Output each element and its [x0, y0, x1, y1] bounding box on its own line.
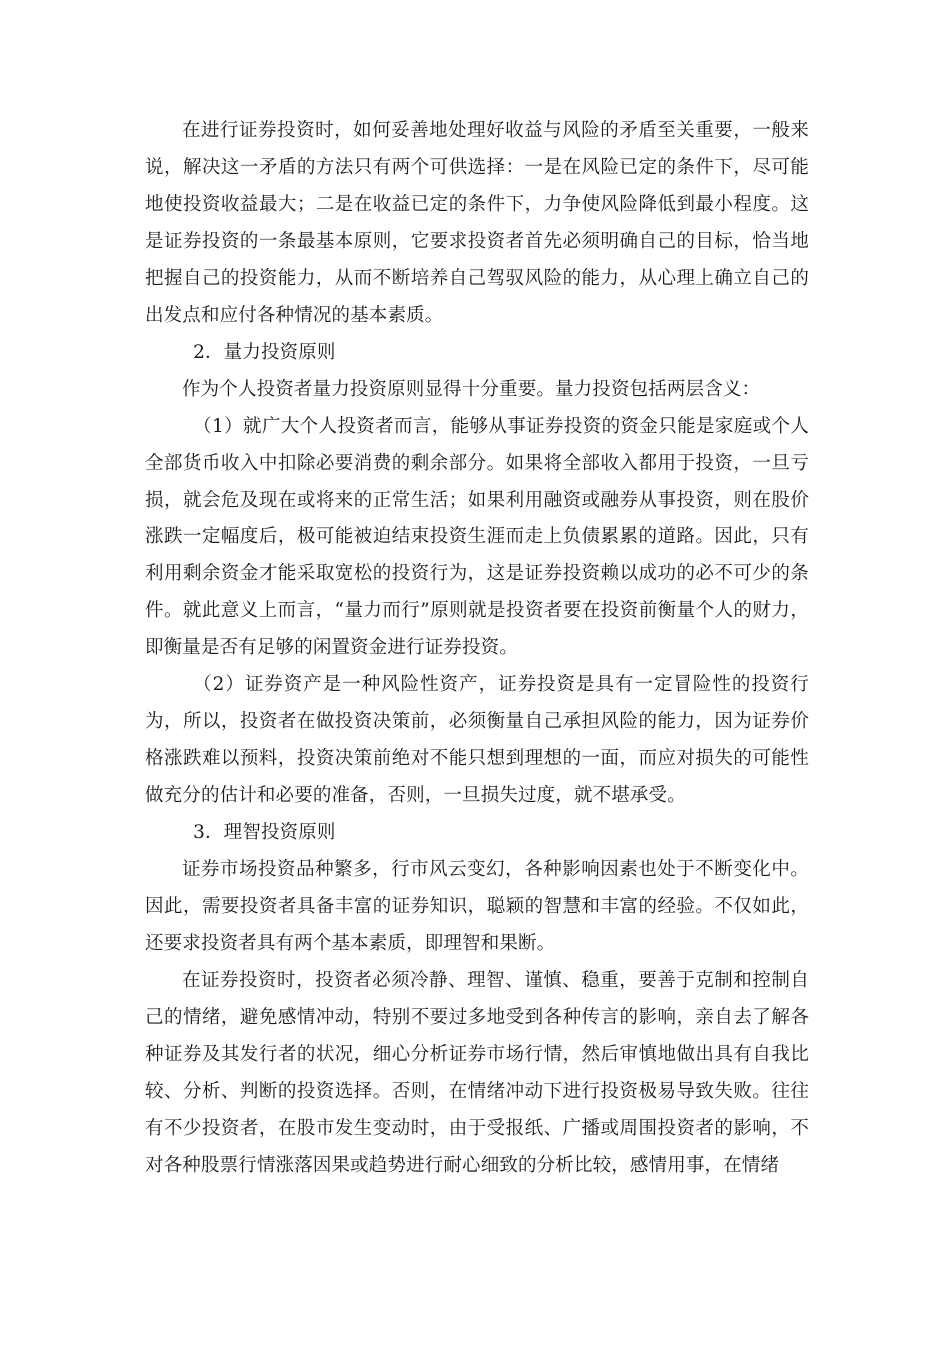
paragraph-intro-principle-2: 作为个人投资者量力投资原则显得十分重要。量力投资包括两层含义：: [182, 378, 761, 400]
paragraph-point-1: （1）就广大个人投资者而言，能够从事证券投资的资金只能是家庭或个人全部货币收入中扣除必要消费的剩余部分。如果将全部收入都用于投资，一旦亏损，就会危及现在或将来的正常生活；如果利用融资或融券从事投资，则在股价涨跌一定幅度后，极可能被迫结束投资生涯而走上负债累累的道路。因此，只有利用剩余资金才能采取宽松的投资行为，这是证券投资赖以成功的必不可少的条件。就此意义上而言，“量力而行”原则就是投资者要在投资前衡量个人的财力，即衡量是否有足够的闲置资金进行证券投资。: [145, 415, 809, 659]
paragraph-point-2: （2）证券资产是一种风险性资产，证券投资是具有一定冒险性的投资行为，所以，投资者在做投资决策前，必须衡量自己承担风险的能力，因为证券价格涨跌难以预料，投资决策前绝对不能只想到理想的一面，而应对损失的可能性做充分的估计和必要的准备，否则，一旦损失过度，就不堪承受。: [145, 674, 809, 807]
section-heading-2: 2．量力投资原则: [193, 341, 336, 363]
paragraph-risk-return: 在进行证券投资时，如何妥善地处理好收益与风险的矛盾至关重要，一般来说，解决这一矛盾的方法只有两个可供选择：一是在风险已定的条件下，尽可能地使投资收益最大；二是在收益已定的条件下，力争使风险降低到最小程度。这是证券投资的一条最基本原则，它要求投资者首先必须明确自己的目标，恰当地把握自己的投资能力，从而不断培养自己驾驭风险的能力，从心理上确立自己的出发点和应付各种情况的基本素质。: [145, 120, 809, 326]
paragraph-rational-investing: 在证券投资时，投资者必须冷静、理智、谨慎、稳重，要善于克制和控制自己的情绪，避免感情冲动，特别不要过多地受到各种传言的影响，亲自去了解各种证券及其发行者的状况，细心分析证券市场行情，然后审慎地做出具有自我比较、分析、判断的投资选择。否则，在情绪冲动下进行投资极易导致失败。往往有不少投资者，在股市发生变动时，由于受报纸、广播或周围投资者的影响，不对各种股票行情涨落因果或趋势进行耐心细致的分析比较，感情用事，在情绪: [145, 969, 809, 1176]
paragraph-market-knowledge: 证券市场投资品种繁多，行市风云变幻，各种影响因素也处于不断变化中。因此，需要投资者具备丰富的证券知识，聪颖的智慧和丰富的经验。不仅如此，还要求投资者具有两个基本素质，即理智和果断。: [145, 859, 809, 954]
section-heading-3: 3．理智投资原则: [193, 822, 336, 844]
document-body: [145, 113, 809, 1185]
